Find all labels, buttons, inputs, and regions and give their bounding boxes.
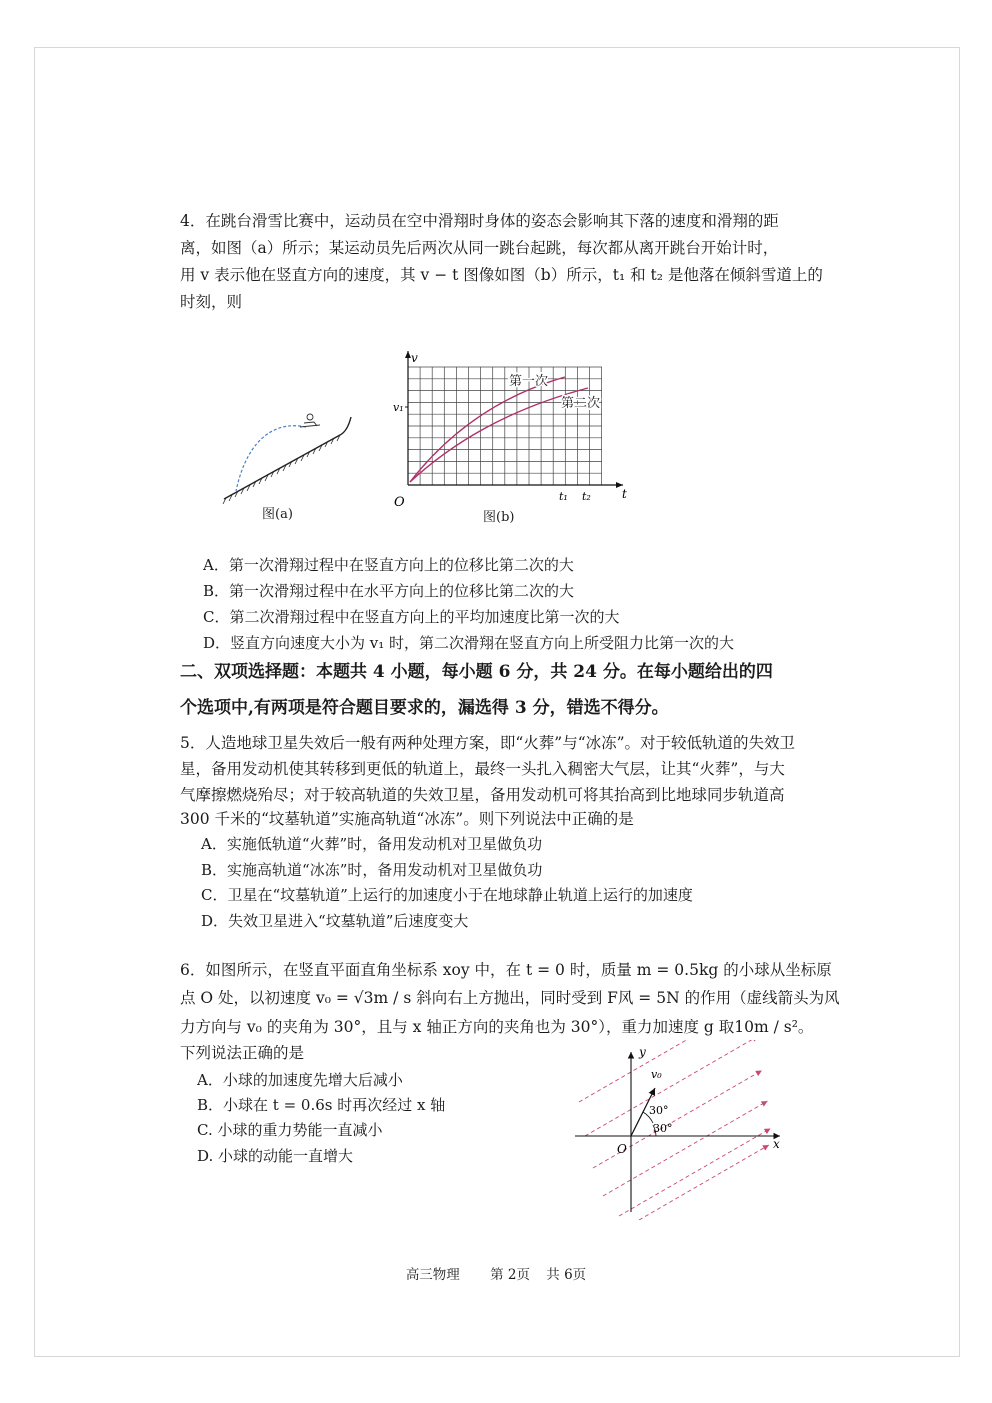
wind-field-lines (579, 1040, 771, 1220)
q4-line-1: 4．在跳台滑雪比赛中，运动员在空中滑翔时身体的姿态会影响其下落的速度和滑翔的距 (180, 212, 779, 230)
x-axis-label: x (773, 1137, 780, 1151)
q4-line-2: 离，如图（a）所示；某运动员先后两次从同一跳台起跳，每次都从离开跳台开始计时， (180, 239, 779, 257)
wind-arrow (639, 1145, 769, 1220)
q5-option-a[interactable]: A．实施低轨道“火葬”时，备用发动机对卫星做负功 (201, 835, 543, 853)
y-axis-label: y (639, 1045, 646, 1059)
q5-line-2: 星，备用发动机使其转移到更低的轨道上，最终一头扎入稠密大气层，让其“火葬”，与大 (180, 760, 785, 778)
figure-b-caption: 图(b) (483, 510, 515, 525)
q4-option-b[interactable]: B．第一次滑翔过程中在水平方向上的位移比第二次的大 (203, 582, 575, 600)
q6-option-d[interactable]: D. 小球的动能一直增大 (197, 1147, 354, 1165)
t2-label: t₂ (582, 490, 591, 503)
q4-option-c[interactable]: C．第二次滑翔过程中在竖直方向上的平均加速度比第一次的大 (203, 608, 620, 626)
q5-option-d[interactable]: D．失效卫星进入“坟墓轨道”后速度变大 (201, 912, 469, 930)
q6-line-2: 点 O 处，以初速度 v₀ = √3m / s 斜向右上方抛出，同时受到 F风 = 5N 的作用（虚线箭头为风 (180, 989, 840, 1007)
q4-option-d[interactable]: D．竖直方向速度大小为 v₁ 时，第二次滑翔在竖直方向上所受阻力比第一次的大 (203, 634, 735, 652)
q5-option-b[interactable]: B．实施高轨道“冰冻”时，备用发动机对卫星做负功 (201, 861, 543, 879)
q4-line-3: 用 v 表示他在竖直方向的速度，其 v − t 图像如图（b）所示，t₁ 和 t₂ 是他落在倾斜雪道上的 (180, 266, 823, 284)
section2-heading-line-2: 个选项中,有两项是符合题目要求的，漏选得 3 分，错选不得分。 (180, 698, 669, 718)
q6-option-c[interactable]: C. 小球的重力势能一直减小 (197, 1121, 383, 1139)
figure-b-vt-graph (385, 345, 635, 515)
q4-line-4: 时刻，则 (180, 293, 243, 311)
q4-option-a[interactable]: A．第一次滑翔过程中在竖直方向上的位移比第二次的大 (203, 556, 574, 574)
angle-label-1: 30° (649, 1104, 669, 1117)
dashed-trajectory (236, 426, 306, 491)
curve-first-label: 第一次 (509, 374, 549, 389)
v0-label: v₀ (651, 1068, 662, 1081)
footer-page: 第 2页 (490, 1267, 530, 1283)
figure-a-caption: 图(a) (262, 507, 293, 522)
q5-line-3: 气摩擦燃烧殆尽；对于较高轨道的失效卫星，备用发动机可将其抬高到比地球同步轨道高 (180, 786, 785, 804)
footer-subject: 高三物理 (405, 1267, 460, 1283)
q5-line-1: 5．人造地球卫星失效后一般有两种处理方案，即“火葬”与“冰冻”。对于较低轨道的失效卫 (180, 734, 796, 752)
q5-option-c[interactable]: C．卫星在“坟墓轨道”上运行的加速度小于在地球静止轨道上运行的加速度 (201, 886, 693, 904)
q6-line-4: 下列说法正确的是 (180, 1044, 305, 1062)
origin-label: O (394, 495, 405, 510)
figure-a-ski-slope (218, 405, 358, 505)
section2-heading-line-1: 二、双项选择题：本题共 4 小题，每小题 6 分，共 24 分。在每小题给出的四 (180, 662, 773, 682)
q6-line-3: 力方向与 v₀ 的夹角为 30°，且与 x 轴正方向的夹角也为 30°），重力加速度 g 取10m / s²。 (180, 1018, 814, 1036)
curve-first (410, 377, 565, 482)
origin-label-q6: O (617, 1142, 627, 1156)
q6-option-a[interactable]: A．小球的加速度先增大后减小 (197, 1071, 403, 1089)
v1-label: v₁ (393, 401, 404, 414)
t1-label: t₁ (559, 490, 568, 503)
page-footer (0, 1263, 992, 1283)
angle-label-2: 30° (653, 1122, 673, 1135)
v-axis-label: v (411, 351, 418, 365)
q6-line-1: 6．如图所示，在竖直平面直角坐标系 xoy 中，在 t = 0 时，质量 m = 0.5kg 的小球从坐标原 (180, 961, 832, 979)
wind-arrow (619, 1129, 771, 1217)
q6-wind-diagram (575, 1040, 800, 1220)
t-axis-label: t (622, 487, 627, 501)
q6-option-b[interactable]: B．小球在 t = 0.6s 时再次经过 x 轴 (197, 1096, 446, 1114)
skier-icon (300, 414, 320, 427)
curve-second-label: 第二次 (561, 396, 601, 411)
footer-total: 共 6页 (546, 1267, 587, 1283)
q5-line-4: 300 千米的“坟墓轨道”实施高轨道“冰冻”。则下列说法中正确的是 (180, 810, 634, 828)
